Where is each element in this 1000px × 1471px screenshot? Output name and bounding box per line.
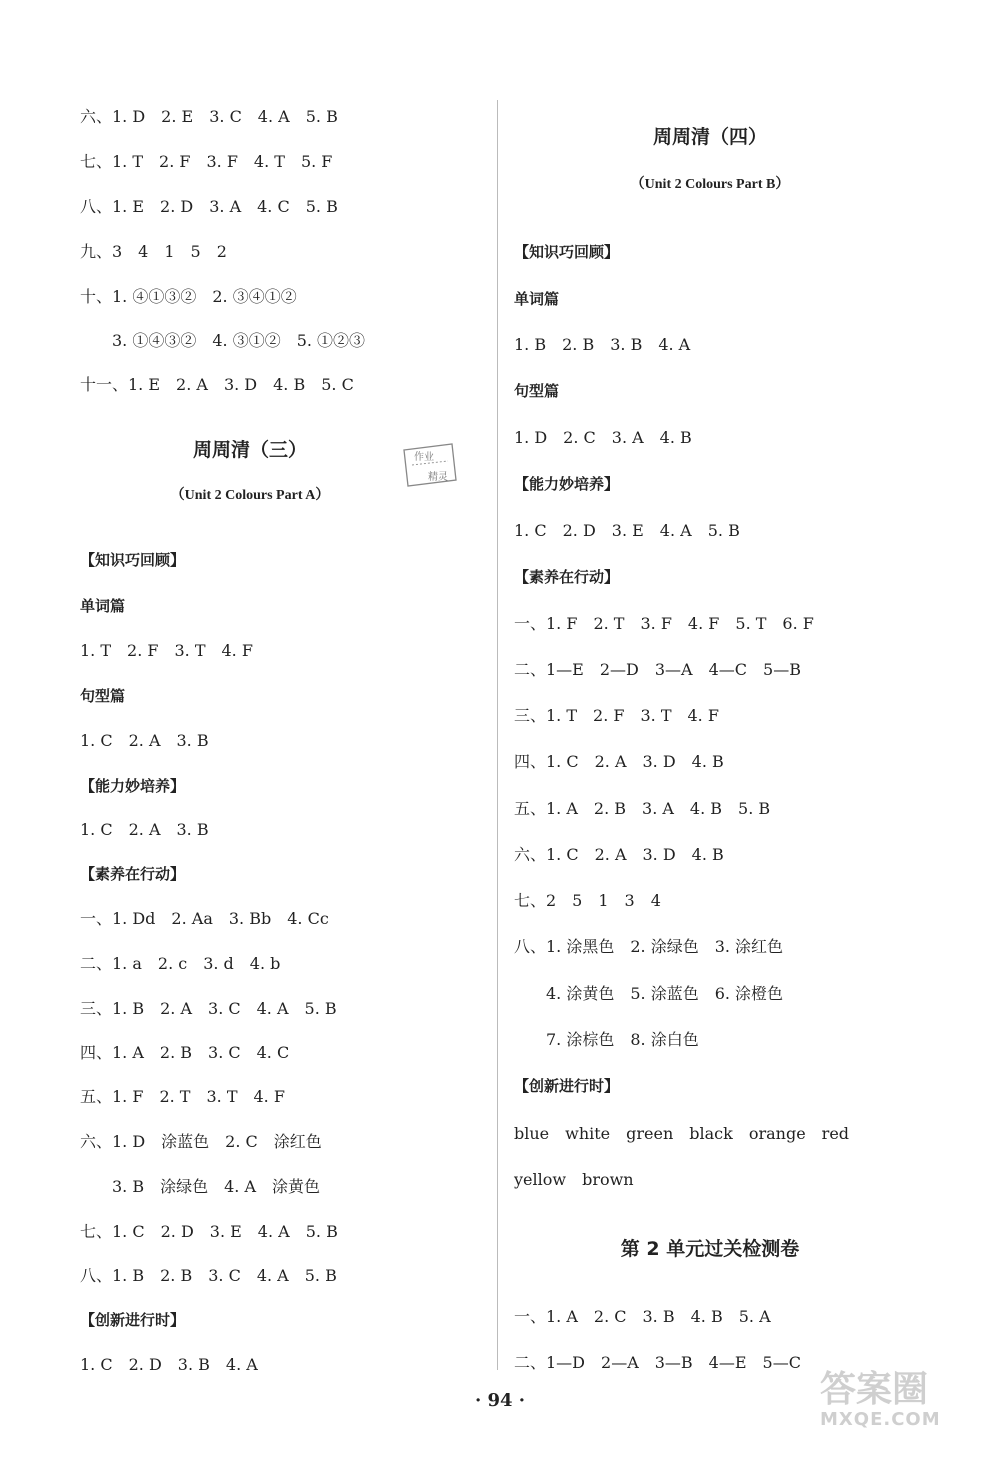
answer-line: 4. 涂黄色 5. 涂蓝色 6. 涂橙色 (514, 984, 784, 1003)
answer-line: 六、1. D 2. E 3. C 4. A 5. B (80, 107, 338, 126)
section-heading: 【创新进行时】 (80, 1311, 186, 1329)
answer-line: 一、1. Dd 2. Aa 3. Bb 4. Cc (80, 909, 329, 928)
section-heading: 【素养在行动】 (514, 568, 620, 586)
answer-line: 七、2 5 1 3 4 (514, 891, 661, 910)
answer-line: 二、1—E 2—D 3—A 4—C 5—B (514, 660, 801, 679)
answer-line: 五、1. F 2. T 3. T 4. F (80, 1087, 285, 1106)
section-heading: 【素养在行动】 (80, 865, 186, 883)
homework-stamp (398, 440, 460, 490)
answer-line: 六、1. C 2. A 3. D 4. B (514, 845, 724, 864)
right-section-subtitle: （Unit 2 Colours Part B） (630, 177, 790, 192)
answer-line: 3. B 涂绿色 4. A 涂黄色 (80, 1177, 321, 1196)
right-section-title: 周周清（四） (652, 126, 767, 148)
answer-line: 1. C 2. D 3. B 4. A (80, 1355, 258, 1374)
answer-line: blue white green black orange red (514, 1124, 850, 1143)
answer-line: 十、1. ④①③② 2. ③④①② (80, 287, 297, 306)
answer-line: 二、1—D 2—A 3—B 4—E 5—C (514, 1353, 801, 1372)
answer-line: 3. ①④③② 4. ③①② 5. ①②③ (80, 331, 366, 350)
answer-line: 四、1. C 2. A 3. D 4. B (514, 752, 724, 771)
answer-line: 九、3 4 1 5 2 (80, 242, 227, 261)
answer-line: 八、1. 涂黑色 2. 涂绿色 3. 涂红色 (514, 937, 784, 956)
stamp-text-top: 作业 (414, 452, 434, 463)
answer-line: 1. C 2. A 3. B (80, 820, 209, 839)
answer-line: 一、1. F 2. T 3. F 4. F 5. T 6. F (514, 614, 814, 633)
watermark-logo: 答案圈 (820, 1369, 929, 1410)
answer-line: 二、1. a 2. c 3. d 4. b (80, 954, 281, 973)
section-heading: 单词篇 (514, 290, 560, 308)
section-heading: 【能力妙培养】 (80, 777, 186, 795)
section-heading: 【创新进行时】 (514, 1077, 620, 1095)
answer-line: yellow brown (514, 1170, 634, 1189)
left-section-title: 周周清（三） (192, 439, 307, 461)
section-heading: 【知识巧回顾】 (80, 551, 186, 569)
answer-line: 1. B 2. B 3. B 4. A (514, 335, 691, 354)
answer-line: 四、1. A 2. B 3. C 4. C (80, 1043, 290, 1062)
column-divider (497, 100, 498, 1370)
answer-line: 七、1. T 2. F 3. F 4. T 5. F (80, 152, 333, 171)
page-number: · 94 · (474, 1390, 526, 1411)
answer-line: 1. C 2. A 3. B (80, 731, 209, 750)
answer-line: 六、1. D 涂蓝色 2. C 涂红色 (80, 1132, 322, 1151)
unit-test-title: 第 2 单元过关检测卷 (620, 1238, 800, 1260)
answer-line: 1. C 2. D 3. E 4. A 5. B (514, 521, 740, 540)
watermark (820, 1370, 941, 1430)
answer-line: 1. T 2. F 3. T 4. F (80, 641, 253, 660)
stamp-text-bottom: 精灵 (428, 472, 448, 483)
section-heading: 句型篇 (514, 382, 560, 400)
section-heading: 单词篇 (80, 597, 126, 615)
answer-line: 三、1. B 2. A 3. C 4. A 5. B (80, 999, 337, 1018)
answer-line: 八、1. E 2. D 3. A 4. C 5. B (80, 197, 338, 216)
watermark-url: MXQE.COM (820, 1409, 941, 1430)
section-heading: 句型篇 (80, 687, 126, 705)
section-heading: 【知识巧回顾】 (514, 243, 620, 261)
answer-line: 1. D 2. C 3. A 4. B (514, 428, 692, 447)
answer-line: 7. 涂棕色 8. 涂白色 (514, 1030, 699, 1049)
answer-line: 十一、1. E 2. A 3. D 4. B 5. C (80, 375, 354, 394)
answer-line: 七、1. C 2. D 3. E 4. A 5. B (80, 1222, 338, 1241)
left-section-subtitle: （Unit 2 Colours Part A） (170, 488, 330, 503)
answer-line: 五、1. A 2. B 3. A 4. B 5. B (514, 799, 771, 818)
section-heading: 【能力妙培养】 (514, 475, 620, 493)
answer-line: 一、1. A 2. C 3. B 4. B 5. A (514, 1307, 771, 1326)
answer-line: 三、1. T 2. F 3. T 4. F (514, 706, 719, 725)
answer-line: 八、1. B 2. B 3. C 4. A 5. B (80, 1266, 337, 1285)
